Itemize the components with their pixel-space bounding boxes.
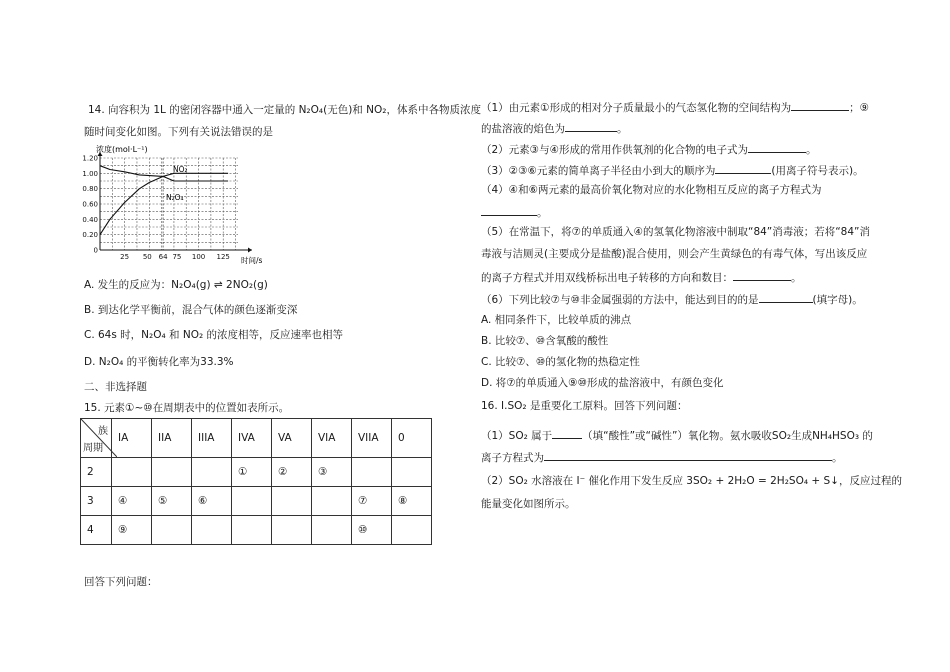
q15-part1-line1: （1）由元素①形成的相对分子质量最小的气态氢化物的空间结构为 ；⑨	[481, 99, 869, 115]
section-title: 二、非选择题	[84, 381, 147, 393]
period-cell: 2	[81, 458, 112, 487]
q15-intro: 15. 元素①~⑩在周期表中的位置如表所示。	[84, 402, 290, 414]
table-cell	[392, 458, 432, 487]
q15-part4-line2: 。	[481, 204, 548, 220]
chart-ylabel: 浓度(mol·L⁻¹)	[96, 145, 148, 154]
q15-part5-line2: 毒液与洁厕灵(主要成分是盐酸)混合使用，则会产生黄绿色的有毒气体，写出该反应	[481, 248, 868, 260]
x-axis-arrow	[248, 248, 252, 253]
concentration-chart	[78, 140, 268, 268]
y-tick-label: 0	[93, 246, 98, 255]
y-tick-label: 0.60	[82, 200, 98, 209]
table-cell: ②	[272, 458, 312, 487]
header-cell: VIIA	[352, 419, 392, 458]
q15-part3: （3）②③⑥元素的简单离子半径由小到大的顺序为 (用离子符号表示)。	[481, 162, 864, 178]
answer-prompt: 回答下列问题：	[84, 576, 158, 588]
table-header-row	[81, 419, 432, 458]
q15-option-c: C. 比较⑦、⑩的氢化物的热稳定性	[481, 356, 640, 368]
header-cell: IVA	[232, 419, 272, 458]
corner-period-label: 周期	[83, 443, 103, 454]
y-tick-label: 1.00	[82, 169, 98, 178]
answer-blank	[481, 204, 537, 216]
q15-option-b: B. 比较⑦、⑩含氧酸的酸性	[481, 335, 609, 347]
header-cell: IA	[112, 419, 152, 458]
answer-blank	[544, 449, 832, 461]
table-cell: ⑥	[192, 487, 232, 516]
table-cell	[272, 516, 312, 545]
q14-line1: 14. 向容积为 1L 的密闭容器中通入一定量的 N₂O₄(无色)和 NO₂，体系中各物质浓度	[88, 104, 481, 116]
q14-option-b: B. 到达化学平衡前，混合气体的颜色逐渐变深	[84, 304, 298, 316]
answer-blank	[552, 427, 582, 439]
corner-group-label: 族	[98, 426, 108, 437]
header-cell: VIA	[312, 419, 352, 458]
q15-part2: （2）元素③与④形成的常用作供氧剂的化合物的电子式为 。	[481, 141, 817, 157]
table-cell	[352, 458, 392, 487]
y-tick-label: 1.20	[82, 154, 98, 163]
q15-part4-line1: （4）④和⑥两元素的最高价氧化物对应的水化物相互反应的离子方程式为	[481, 184, 822, 196]
q14-line2: 随时间变化如图。下列有关说法错误的是	[84, 126, 273, 138]
answer-blank	[565, 120, 617, 132]
table-row	[81, 458, 432, 487]
header-cell: IIIA	[192, 419, 232, 458]
header-cell: IIA	[152, 419, 192, 458]
answer-blank	[715, 162, 771, 174]
q16-part1-line2: 离子方程式为 。	[481, 449, 843, 465]
table-cell: ⑧	[392, 487, 432, 516]
chart-xlabel: 时间/s	[241, 256, 263, 265]
answer-blank	[733, 269, 791, 281]
table-cell	[112, 458, 152, 487]
table-cell: ⑤	[152, 487, 192, 516]
x-tick-label: 75	[172, 253, 182, 261]
q15-option-a: A. 相同条件下，比较单质的沸点	[481, 314, 632, 326]
table-row	[81, 487, 432, 516]
q16-part1-line1: （1）SO₂ 属于 （填“酸性”或“碱性”）氧化物。氨水吸收SO₂生成NH₄HSO₃ 的	[481, 427, 873, 443]
chart-y-ticks	[82, 155, 98, 255]
x-tick-label: 125	[216, 253, 230, 261]
q16-intro: 16. I.SO₂ 是重要化工原料。回答下列问题：	[481, 400, 688, 412]
q15-part5-line1: （5）在常温下，将⑦的单质通入④的氢氧化物溶液中制取“84”消毒液；若将“84”消	[481, 226, 870, 238]
q15-part6: （6）下列比较⑦与⑩非金属强弱的方法中，能达到目的的是 (填字母)。	[481, 291, 863, 307]
series-label-n2o4: N₂O₄	[166, 193, 184, 202]
q14-option-c: C. 64s 时，N₂O₄ 和 NO₂ 的浓度相等，反应速率也相等	[84, 329, 344, 341]
q15-option-d: D. 将⑦的单质通入⑨⑩形成的盐溶液中，有颜色变化	[481, 377, 724, 389]
q15-part5-line3: 的离子方程式并用双线桥标出电子转移的方向和数目： 。	[481, 269, 802, 285]
table-cell	[232, 516, 272, 545]
table-cell: ⑩	[352, 516, 392, 545]
table-cell: ①	[232, 458, 272, 487]
table-cell: ③	[312, 458, 352, 487]
q14-option-a: A. 发生的反应为：N₂O₄(g) ⇌ 2NO₂(g)	[84, 279, 268, 291]
table-cell	[192, 458, 232, 487]
table-cell	[232, 487, 272, 516]
q14-option-d: D. N₂O₄ 的平衡转化率为33.3%	[84, 356, 234, 368]
y-tick-label: 0.20	[82, 231, 98, 240]
table-cell	[152, 516, 192, 545]
y-tick-label: 0.40	[82, 215, 98, 224]
table-cell: ⑦	[352, 487, 392, 516]
table-cell	[312, 516, 352, 545]
x-tick-label: 25	[120, 253, 130, 261]
q15-part1-line2: 的盐溶液的焰色为 。	[481, 120, 628, 136]
answer-blank	[748, 141, 806, 153]
period-cell: 4	[81, 516, 112, 545]
periodic-table	[80, 418, 432, 545]
answer-blank	[759, 291, 813, 303]
table-row	[81, 516, 432, 545]
table-cell	[392, 516, 432, 545]
q16-part2-line1: （2）SO₂ 水溶液在 I⁻ 催化作用下发生反应 3SO₂ + 2H₂O = 2H₂SO₄ + S↓，反应过程的	[481, 475, 902, 487]
table-cell	[192, 516, 232, 545]
x-tick-label: 50	[142, 253, 152, 261]
chart-x-ticks	[120, 253, 230, 261]
table-cell	[312, 487, 352, 516]
period-cell: 3	[81, 487, 112, 516]
chart-series	[100, 166, 228, 235]
chart-grid	[100, 158, 238, 250]
table-corner-cell	[81, 419, 112, 458]
header-cell: VA	[272, 419, 312, 458]
x-tick-label: 100	[191, 253, 206, 261]
y-tick-label: 0.80	[82, 185, 98, 194]
table-cell: ⑨	[112, 516, 152, 545]
table-cell: ④	[112, 487, 152, 516]
table-cell	[272, 487, 312, 516]
x-tick-label: 64	[158, 253, 168, 261]
q16-part2-line2: 能量变化如图所示。	[481, 498, 576, 510]
series-label-no2: NO₂	[173, 165, 188, 174]
answer-blank	[791, 99, 849, 111]
header-cell: 0	[392, 419, 432, 458]
table-cell	[152, 458, 192, 487]
